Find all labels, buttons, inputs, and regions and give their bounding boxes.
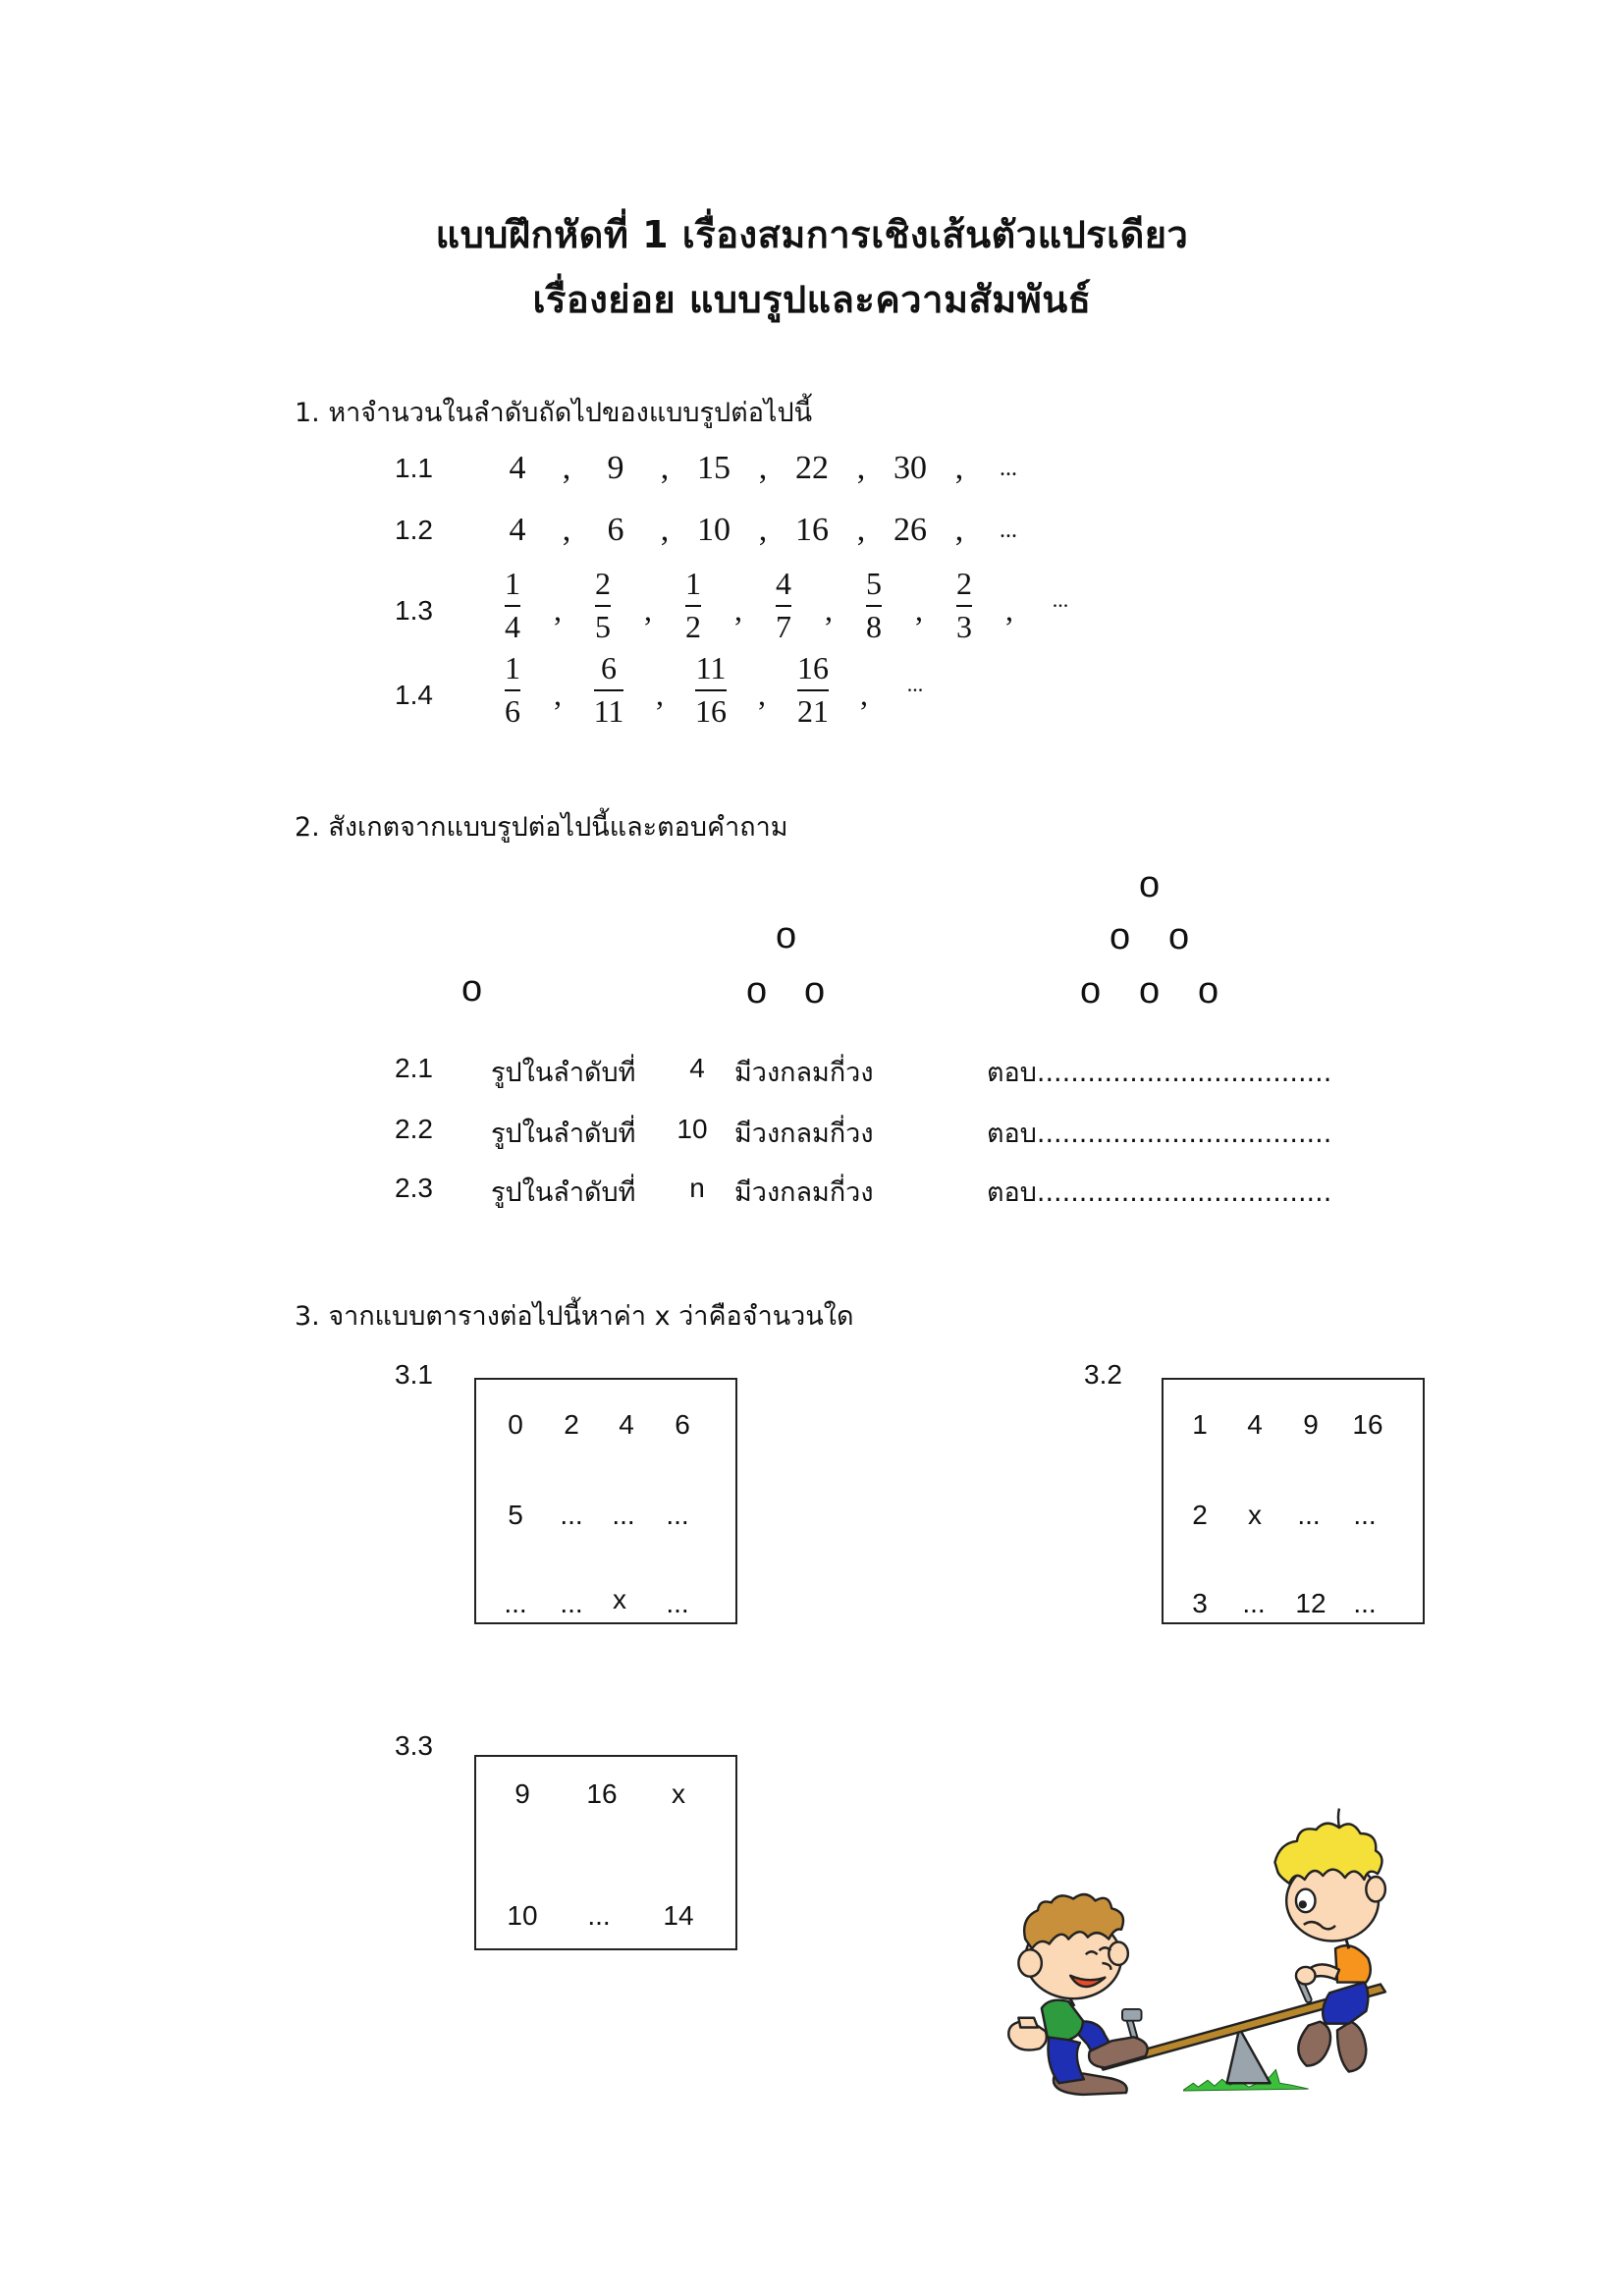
fraction bbox=[595, 568, 611, 643]
comma: , bbox=[562, 512, 571, 548]
comma: , bbox=[954, 512, 964, 548]
table-cell: x bbox=[1248, 1500, 1262, 1530]
comma: , bbox=[758, 677, 766, 713]
fulcrum bbox=[1227, 2028, 1271, 2083]
question-suffix: มีวงกลมกี่วง bbox=[734, 1058, 874, 1088]
ellipsis: ... bbox=[906, 671, 924, 696]
worksheet-subtitle: เรื่องย่อย แบบรูปและความสัมพันธ์ bbox=[532, 278, 1092, 321]
fraction bbox=[505, 568, 520, 643]
comma: , bbox=[758, 512, 768, 548]
table-cell: ... bbox=[666, 1500, 689, 1530]
comma: , bbox=[562, 450, 571, 486]
fraction bbox=[797, 652, 829, 728]
table-cell: ... bbox=[587, 1900, 611, 1931]
denominator: 6 bbox=[505, 692, 520, 729]
question-value: 4 bbox=[689, 1053, 705, 1083]
table-cell: 4 bbox=[1247, 1409, 1263, 1440]
ellipsis: ... bbox=[1000, 455, 1017, 481]
ellipsis: ... bbox=[1052, 586, 1069, 612]
table-cell: 12 bbox=[1295, 1588, 1326, 1618]
comma: , bbox=[554, 592, 562, 629]
question-value: n bbox=[689, 1173, 705, 1203]
question-value: 10 bbox=[677, 1114, 708, 1144]
comma: , bbox=[915, 592, 923, 629]
fraction bbox=[505, 652, 520, 728]
fraction-bar bbox=[505, 689, 520, 691]
item-label: 2.1 bbox=[395, 1053, 433, 1083]
ellipsis: ... bbox=[1000, 517, 1017, 543]
circle-icon: o bbox=[1198, 970, 1219, 1011]
item-label: 2.3 bbox=[395, 1173, 433, 1203]
sequence-term: 30 bbox=[893, 450, 927, 486]
item-label: 2.2 bbox=[395, 1114, 433, 1144]
fraction bbox=[776, 568, 791, 643]
comma: , bbox=[1005, 592, 1013, 629]
circle-icon: o bbox=[1080, 970, 1102, 1011]
circle-icon: o bbox=[804, 970, 826, 1011]
comma: , bbox=[660, 450, 670, 486]
table-cell: 16 bbox=[586, 1778, 618, 1809]
circle-icon: o bbox=[746, 970, 768, 1011]
numerator: 16 bbox=[797, 650, 829, 685]
fraction-bar bbox=[695, 689, 727, 691]
denominator: 11 bbox=[593, 692, 624, 729]
fraction-bar bbox=[956, 605, 972, 607]
item-label: 1.3 bbox=[395, 594, 433, 626]
pattern-table-3-2 bbox=[1162, 1378, 1425, 1624]
table-cell: ... bbox=[612, 1500, 635, 1530]
table-cell: ... bbox=[560, 1500, 583, 1530]
table-label-3-1: 3.1 bbox=[395, 1359, 433, 1390]
boy-left bbox=[1008, 1894, 1147, 2095]
table-cell: 14 bbox=[663, 1900, 694, 1931]
section-1-heading: 1. หาจำนวนในลำดับถัดไปของแบบรูปต่อไปนี้ bbox=[295, 398, 813, 428]
comma: , bbox=[734, 592, 742, 629]
table-cell: x bbox=[672, 1778, 685, 1809]
comma: , bbox=[860, 677, 868, 713]
section-2-heading: 2. สังเกตจากแบบรูปต่อไปนี้และตอบคำถาม bbox=[295, 812, 788, 843]
table-cell: ... bbox=[1242, 1588, 1266, 1618]
item-label: 1.4 bbox=[395, 679, 433, 710]
denominator: 3 bbox=[956, 608, 972, 644]
table-cell: 6 bbox=[675, 1409, 690, 1440]
numerator: 1 bbox=[505, 566, 520, 601]
comma: , bbox=[758, 450, 768, 486]
boy-right bbox=[1274, 1809, 1384, 2072]
circle-icon: o bbox=[1139, 970, 1161, 1011]
sequence-term: 15 bbox=[697, 450, 731, 486]
sequence-term: 4 bbox=[509, 450, 526, 486]
question-text: รูปในลำดับที่ bbox=[491, 1058, 636, 1088]
circle-icon: o bbox=[1168, 916, 1190, 957]
circle-icon: o bbox=[1110, 916, 1131, 957]
table-cell: 10 bbox=[507, 1900, 538, 1931]
sequence-1-2 bbox=[395, 512, 1033, 549]
table-cell: 1 bbox=[1192, 1409, 1208, 1440]
numerator: 2 bbox=[956, 566, 972, 601]
pattern-table-3-1 bbox=[474, 1378, 737, 1624]
sequence-term: 16 bbox=[795, 512, 829, 548]
pattern-table-3-3 bbox=[474, 1755, 737, 1950]
worksheet-title: แบบฝึกหัดที่ 1 เรื่องสมการเชิงเส้นตัวแปรเดียว bbox=[435, 213, 1189, 256]
table-cell: 4 bbox=[619, 1409, 634, 1440]
numerator: 1 bbox=[685, 566, 701, 601]
denominator: 2 bbox=[685, 608, 701, 644]
question-text: รูปในลำดับที่ bbox=[491, 1177, 636, 1208]
table-cell: 3 bbox=[1192, 1588, 1208, 1618]
denominator: 8 bbox=[866, 608, 882, 644]
comma: , bbox=[644, 592, 652, 629]
fraction-bar bbox=[594, 689, 624, 691]
circle-icon: o bbox=[461, 968, 483, 1010]
numerator: 4 bbox=[776, 566, 791, 601]
table-cell: ... bbox=[1353, 1500, 1377, 1530]
comma: , bbox=[554, 677, 562, 713]
fraction-bar bbox=[866, 605, 882, 607]
fraction-bar bbox=[685, 605, 701, 607]
comma: , bbox=[856, 450, 866, 486]
comma: , bbox=[856, 512, 866, 548]
denominator: 7 bbox=[776, 608, 791, 644]
fraction bbox=[695, 652, 727, 728]
fraction-bar bbox=[505, 605, 520, 607]
numerator: 5 bbox=[866, 566, 882, 601]
table-label-3-2: 3.2 bbox=[1084, 1359, 1122, 1390]
circle-icon: o bbox=[776, 915, 797, 957]
sequence-1-1 bbox=[395, 450, 1033, 487]
table-cell: ... bbox=[504, 1588, 527, 1618]
answer-line[interactable]: ตอบ................................... bbox=[987, 1177, 1332, 1208]
seesaw-illustration bbox=[992, 1801, 1424, 2125]
circle-icon: o bbox=[1139, 864, 1161, 905]
sequence-term: 10 bbox=[697, 512, 731, 548]
numerator: 11 bbox=[695, 650, 727, 685]
sequence-1-3 bbox=[395, 568, 1086, 643]
table-cell: 0 bbox=[508, 1409, 523, 1440]
denominator: 5 bbox=[595, 608, 611, 644]
fraction-bar bbox=[797, 689, 829, 691]
question-suffix: มีวงกลมกี่วง bbox=[734, 1119, 874, 1149]
table-label-3-3: 3.3 bbox=[395, 1730, 433, 1761]
table-cell: 2 bbox=[564, 1409, 579, 1440]
table-cell: ... bbox=[1353, 1588, 1377, 1618]
numerator: 1 bbox=[505, 650, 520, 685]
fraction bbox=[956, 568, 972, 643]
answer-line[interactable]: ตอบ................................... bbox=[987, 1058, 1332, 1088]
comma: , bbox=[954, 450, 964, 486]
question-text: รูปในลำดับที่ bbox=[491, 1119, 636, 1149]
sequence-term: 9 bbox=[607, 450, 624, 486]
denominator: 16 bbox=[695, 692, 727, 729]
table-cell: ... bbox=[560, 1588, 583, 1618]
question-suffix: มีวงกลมกี่วง bbox=[734, 1177, 874, 1208]
sequence-term: 22 bbox=[795, 450, 829, 486]
denominator: 21 bbox=[797, 692, 829, 729]
fraction-bar bbox=[595, 605, 611, 607]
sequence-term: 4 bbox=[509, 512, 526, 548]
table-cell: 9 bbox=[514, 1778, 530, 1809]
fraction bbox=[594, 652, 624, 728]
table-cell: 2 bbox=[1192, 1500, 1208, 1530]
item-label: 1.1 bbox=[395, 453, 433, 483]
table-cell: 9 bbox=[1303, 1409, 1319, 1440]
denominator: 4 bbox=[505, 608, 520, 644]
comma: , bbox=[660, 512, 670, 548]
fraction bbox=[866, 568, 882, 643]
sequence-term: 26 bbox=[893, 512, 927, 548]
answer-line[interactable]: ตอบ................................... bbox=[987, 1119, 1332, 1149]
numerator: 6 bbox=[601, 650, 617, 685]
sequence-term: 6 bbox=[607, 512, 624, 548]
table-cell: ... bbox=[1297, 1500, 1321, 1530]
fraction-bar bbox=[776, 605, 791, 607]
table-cell: 5 bbox=[508, 1500, 523, 1530]
fraction bbox=[685, 568, 701, 643]
table-cell: ... bbox=[666, 1588, 689, 1618]
numerator: 2 bbox=[595, 566, 611, 601]
table-cell: 16 bbox=[1352, 1409, 1383, 1440]
table-cell: x bbox=[613, 1584, 626, 1614]
comma: , bbox=[656, 677, 664, 713]
section-3-heading: 3. จากแบบตารางต่อไปนี้หาค่า x ว่าคือจำนวนใด bbox=[295, 1301, 854, 1332]
sequence-1-4 bbox=[395, 652, 941, 728]
comma: , bbox=[825, 592, 833, 629]
item-label: 1.2 bbox=[395, 515, 433, 545]
